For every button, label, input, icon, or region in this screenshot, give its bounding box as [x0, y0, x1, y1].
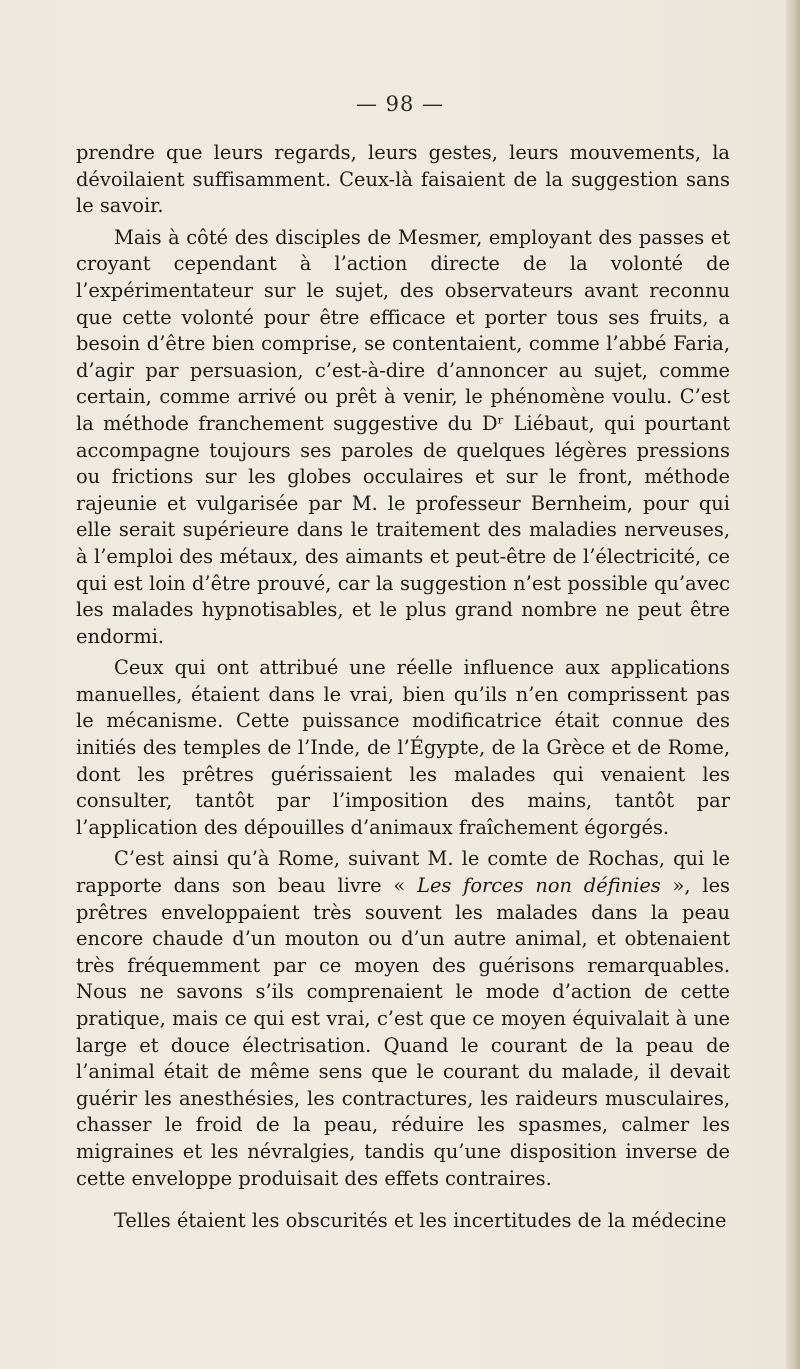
paragraph-3: Ceux qui ont attribué une réelle influence aux applications manuelles, étaient dans le vrai, bien qu’ils n’en comprissent pas le mécanisme. Cette puissance modificatrice était connue des initiés des temples de l’Inde, de l’Égypte, de la Grèce et de Rome, dont les prêtres guérissaient les malades qui venaient les consulter, tantôt par l’imposition des mains, tantôt par l’application des dépouilles d’animaux fraîchement égorgés.: [76, 656, 730, 839]
body-text: [76, 140, 730, 1240]
paragraph-4: [76, 846, 730, 1192]
paragraph-1: prendre que leurs regards, leurs gestes, leurs mouvements, la dévoilaient suffisamment. Ceux-là faisaient de la suggestion sans le savoir.: [76, 141, 730, 218]
page-number: — 98 —: [355, 92, 445, 116]
book-title: Les forces non définies: [417, 874, 661, 898]
page-edge-shadow: [786, 0, 800, 1369]
paragraph-4-before: C’est ainsi qu’à Rome, suivant M. le comte de Rochas, qui le rapporte dans son beau livre «: [76, 847, 730, 898]
paragraph-5: Telles étaient les obscurités et les incertitudes de la médecine: [114, 1209, 727, 1233]
paragraph-2: Mais à côté des disciples de Mesmer, employant des passes et croyant cependant à l’action directe de la volonté de l’expérimentateur sur le sujet, des observateurs avant reconnu que cette volonté pour être efficace et porter tous ses fruits, a besoin d’être bien comprise, se contentaient, comme l’abbé Faria, d’agir par persuasion, c’est-à-dire d’annoncer au sujet, comme certain, comme arrivé ou prêt à venir, le phénomène voulu. C’est la méthode franchement suggestive du Dʳ Liébaut, qui pourtant accompagne toujours ses paroles de quelques légères pressions ou frictions sur les globes occulaires et sur le front, méthode rajeunie et vulgarisée par M. le professeur Bernheim, pour qui elle serait supérieure dans le traitement des maladies nerveuses, à l’emploi des métaux, des aimants et peut-être de l’électricité, ce qui est loin d’être prouvé, car la suggestion n’est possible qu’avec les malades hypnotisables, et le plus grand nombre ne peut être endormi.: [76, 225, 730, 648]
paragraph-4-after: », les prêtres enveloppaient très souvent les malades dans la peau encore chaude d’un mouton ou d’un autre animal, et obtenaient très fréquemment par ce moyen des guérisons remarquables. Nous ne savons s’ils comprenaient le mode d’action de cette pratique, mais ce qui est vrai, c’est que ce moyen équivalait à une large et douce électrisation. Quand le courant de la peau de l’animal était de même sens que le courant du malade, il devait guérir les anesthésies, les contractures, les raideurs musculaires, chasser le froid de la peau, réduire les spasmes, calmer les migraines et les névralgies, tandis qu’une disposition inverse de cette enveloppe produisait des effets contraires.: [76, 874, 730, 1190]
